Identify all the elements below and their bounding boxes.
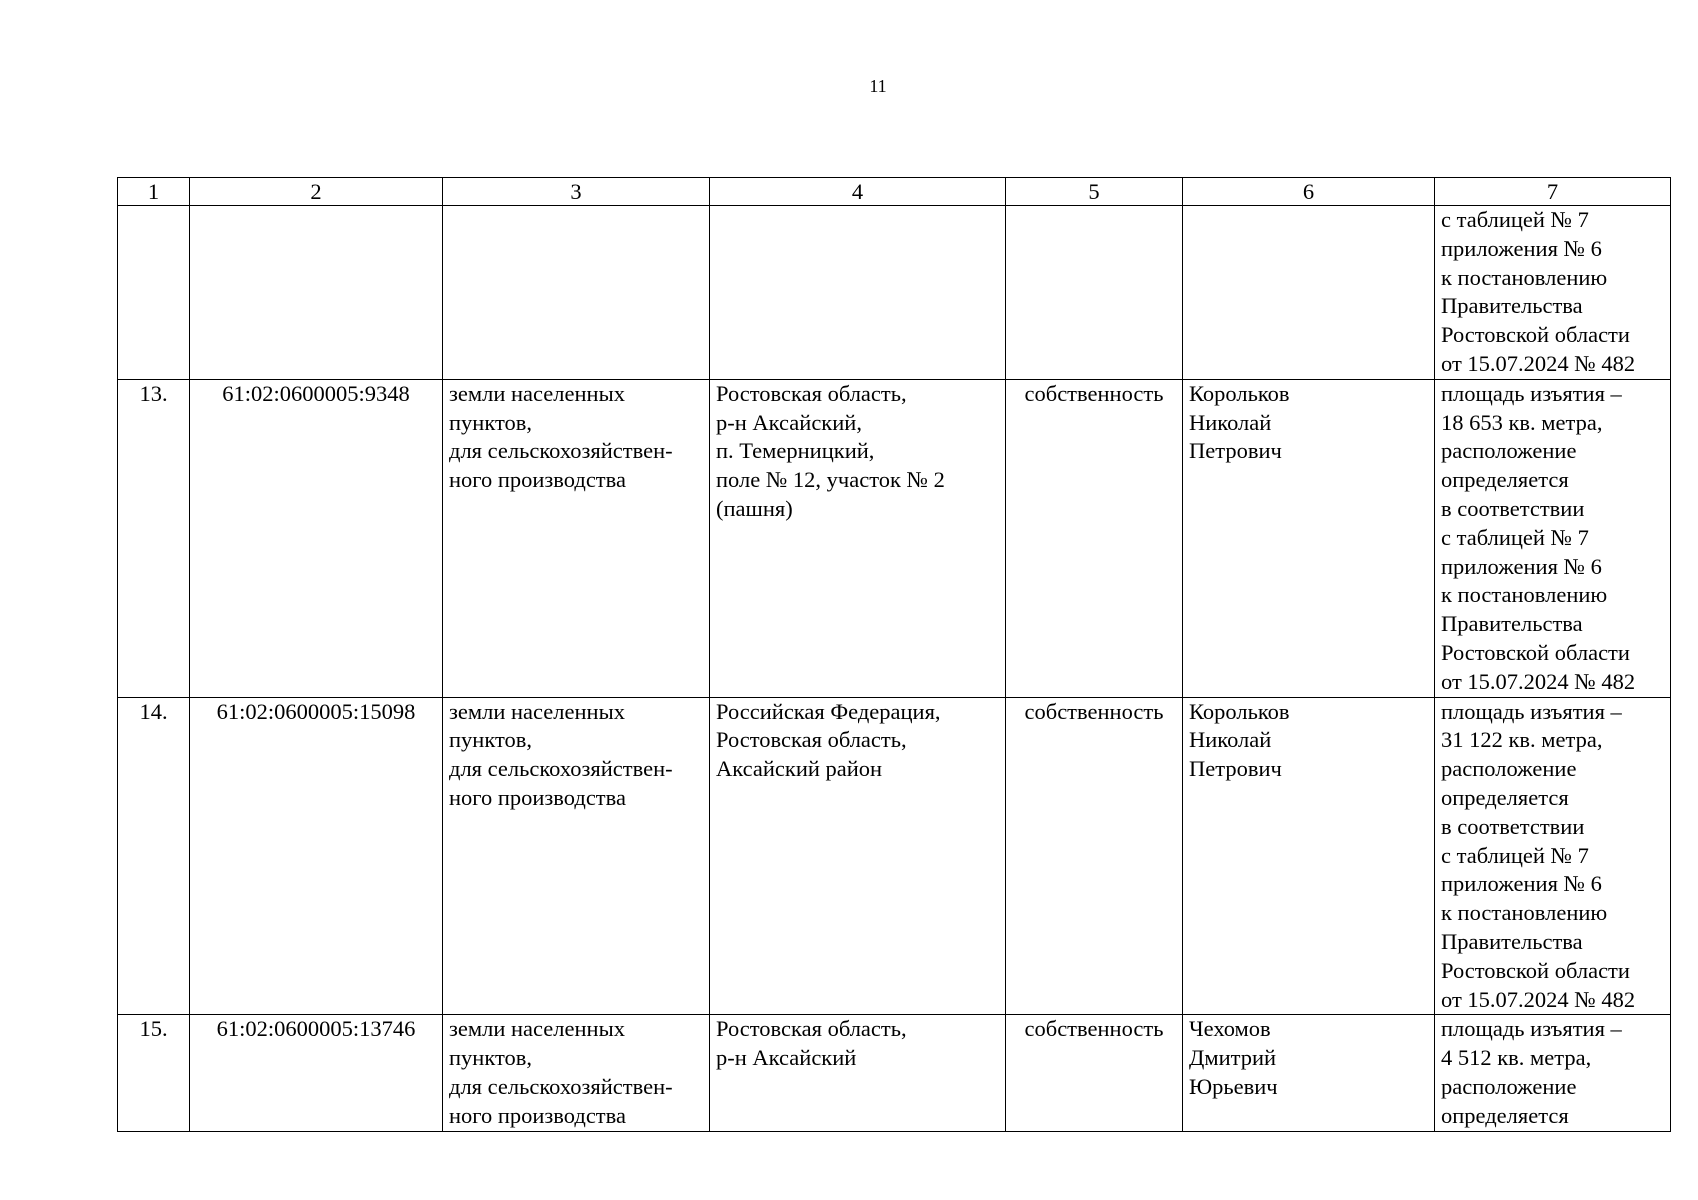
owner-cell	[1183, 206, 1435, 380]
cadastral-number-cell: 61:02:0600005:13746	[190, 1015, 443, 1131]
land-plots-table	[117, 177, 1671, 1132]
right-type-cell: собственность	[1006, 697, 1183, 1015]
address-cell: Ростовская область, р-н Аксайский	[710, 1015, 1006, 1131]
page-number: 11	[869, 76, 887, 96]
row-number-cell	[118, 206, 190, 380]
land-category-cell: земли населенных пунктов, для сельскохозяйствен- ного производства	[443, 1015, 710, 1131]
column-header-2: 2	[190, 178, 443, 206]
cadastral-number-cell: 61:02:0600005:15098	[190, 697, 443, 1015]
table-header-row	[118, 178, 1671, 206]
land-category-cell: земли населенных пунктов, для сельскохозяйствен- ного производства	[443, 379, 710, 697]
land-category-cell: земли населенных пунктов, для сельскохозяйствен- ного производства	[443, 697, 710, 1015]
right-type-cell: собственность	[1006, 1015, 1183, 1131]
right-type-cell: собственность	[1006, 379, 1183, 697]
address-cell	[710, 206, 1006, 380]
row-number-cell: 15.	[118, 1015, 190, 1131]
table-row	[118, 697, 1671, 1015]
row-number-cell: 14.	[118, 697, 190, 1015]
table-row	[118, 379, 1671, 697]
owner-cell: Корольков Николай Петрович	[1183, 697, 1435, 1015]
column-header-4: 4	[710, 178, 1006, 206]
note-cell: площадь изъятия – 31 122 кв. метра, расположение определяется в соответствии с таблицей № 7 приложения № 6 к постановлению Правительства Ростовской области от 15.07.2024 № 482	[1435, 697, 1671, 1015]
owner-cell: Чехомов Дмитрий Юрьевич	[1183, 1015, 1435, 1131]
table-row-continuation	[118, 206, 1671, 380]
table-row	[118, 1015, 1671, 1131]
cadastral-number-cell: 61:02:0600005:9348	[190, 379, 443, 697]
column-header-7: 7	[1435, 178, 1671, 206]
address-cell: Российская Федерация, Ростовская область, Аксайский район	[710, 697, 1006, 1015]
note-cell: с таблицей № 7 приложения № 6 к постановлению Правительства Ростовской области от 15.07.2024 № 482	[1435, 206, 1671, 380]
cadastral-number-cell	[190, 206, 443, 380]
column-header-5: 5	[1006, 178, 1183, 206]
column-header-1: 1	[118, 178, 190, 206]
land-category-cell	[443, 206, 710, 380]
column-header-3: 3	[443, 178, 710, 206]
column-header-6: 6	[1183, 178, 1435, 206]
note-cell: площадь изъятия – 18 653 кв. метра, расположение определяется в соответствии с таблицей № 7 приложения № 6 к постановлению Правительства Ростовской области от 15.07.2024 № 482	[1435, 379, 1671, 697]
right-type-cell	[1006, 206, 1183, 380]
owner-cell: Корольков Николай Петрович	[1183, 379, 1435, 697]
row-number-cell: 13.	[118, 379, 190, 697]
address-cell: Ростовская область, р-н Аксайский, п. Темерницкий, поле № 12, участок № 2 (пашня)	[710, 379, 1006, 697]
note-cell: площадь изъятия – 4 512 кв. метра, расположение определяется	[1435, 1015, 1671, 1131]
